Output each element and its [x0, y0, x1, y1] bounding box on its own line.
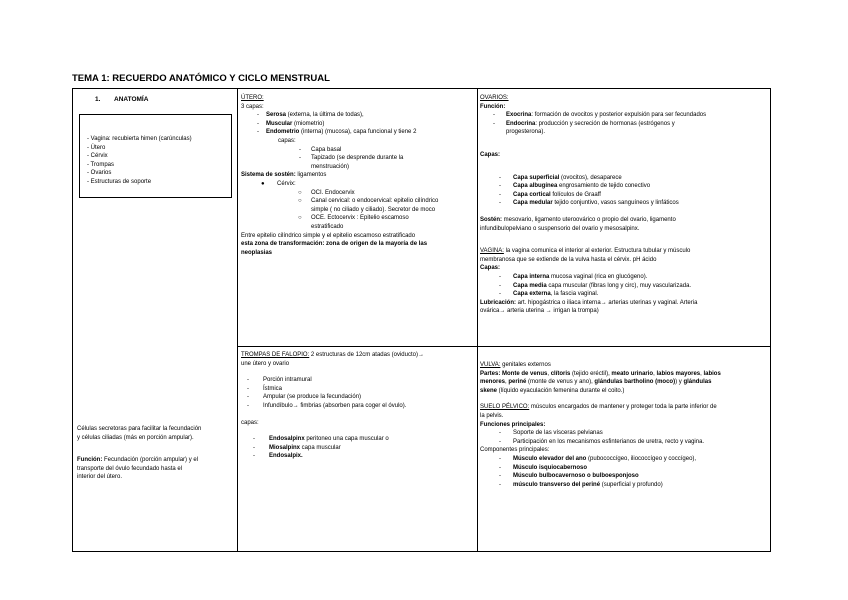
list-item: ○ OCI. Endocervix	[298, 189, 355, 196]
anatomia-title: ANATOMÍA	[114, 96, 149, 103]
list-item: - Útero	[87, 144, 106, 151]
list-item: - Endosalpinx peritoneo una capa muscular o	[253, 436, 389, 443]
list-item: simple ( no ciliado y ciliado). Secretor de moco	[311, 206, 436, 213]
vulva-segment: glándulas	[683, 379, 712, 386]
list-item: - Ístmica	[247, 385, 283, 392]
vagina-text: membranosa que se extiende de la vulva hasta el cérvix. pH ácido	[480, 256, 657, 263]
list-item: - Exocrina: formación de ovocitos y posterior expulsión para ser fecundados	[493, 112, 707, 119]
list-item: - Capa interna mucosa vaginal (rica en glucógeno).	[499, 273, 648, 280]
vagina-capas-label: Capas:	[480, 265, 501, 272]
list-item: - Músculo bulbocavernoso o bulboesponjoso	[499, 473, 639, 480]
vulva-segment: menores	[480, 379, 506, 386]
list-item: - Serosa (externa, la última de todas),	[257, 112, 364, 119]
list-item: ○ OCE. Ectocervix : Epitelio escamoso	[298, 215, 409, 222]
vulva-segment: meato urinario	[611, 370, 654, 377]
funcion-line: Fecundación (porción ampular) y el	[102, 457, 199, 464]
ovarios-cell	[480, 94, 770, 316]
content-table	[72, 88, 771, 552]
vulva-segment: labios mayores	[656, 370, 701, 377]
vulva-segment: ,	[653, 370, 657, 377]
list-item: - Capa basal	[299, 146, 342, 153]
list-item: - Ampular (se produce la fecundación)	[247, 394, 362, 401]
utero-capas-intro: 3 capas:	[241, 103, 264, 110]
list-item: menstruación)	[311, 163, 350, 170]
list-item: - Porción intramural	[247, 377, 312, 384]
column-divider	[477, 89, 478, 551]
list-item: - Trompas	[87, 161, 115, 168]
vulva-segment: clítoris	[550, 370, 571, 377]
ovarios-sosten: infundibulopelviano o suspensorio del ovario y mesosalpinx.	[480, 225, 640, 232]
funcion-line: interior del útero.	[77, 474, 123, 481]
funcion-line: transporte del óvulo fecundado hasta el	[77, 465, 183, 472]
list-item: - Infundíbulo→ fimbrias (absorben para coger el óvulo).	[247, 402, 407, 409]
list-item: - Vagina: recubierta himen (carúnculas)	[87, 136, 192, 142]
list-item: - Endocrina: producción y secreción de hormonas (estrógenos y	[493, 120, 675, 127]
list-item: - Estructuras de soporte	[87, 178, 152, 185]
document-title: TEMA 1: RECUERDO ANATÓMICO Y CICLO MENSTRUAL	[72, 73, 330, 84]
list-item: - Capa albugínea engrosamiento de tejido conectivo	[499, 183, 651, 190]
list-item: - Cérvix	[87, 153, 108, 160]
vulva-segment: (tejido eréctil),	[570, 370, 612, 377]
list-item: - Músculo elevador del ano (pubococcígeo, iliococcígeo y coccígeo),	[499, 455, 697, 462]
vagina-heading: VAGINA: la vagina comunica el interior al exterior. Estructura tubular y músculo	[480, 248, 691, 255]
union-text: esta zona de transformación: zona de origen de la mayoría de las	[241, 241, 428, 248]
vulva-segment: glándulas bartholino (moco)	[594, 379, 676, 386]
anatomia-cell	[73, 89, 237, 553]
vulva-segment: (monte de venus y ano),	[526, 379, 595, 386]
list-item: - Capa externa, la fascia vaginal.	[499, 291, 599, 298]
list-item: - Soporte de las vísceras pelvianas	[499, 430, 603, 437]
suelo-funciones-label: Funciones principales:	[480, 421, 546, 428]
anatomia-box	[79, 114, 232, 198]
trompas-capas-label: capas:	[241, 419, 259, 426]
list-item: - Capa superficial (ovocitos), desaparece	[499, 174, 622, 181]
celulas-text: y células ciliadas (más en porción ampular).	[77, 434, 194, 441]
vulva-partes: Partes: Monte de venus, clítoris (tejido eréctil), meato urinario, labios mayores, labios	[480, 370, 721, 377]
vulva-partes	[480, 378, 770, 387]
list-item: - músculo transverso del periné (superficial y profundo)	[499, 481, 663, 488]
ovarios-heading: OVARIOS:	[480, 95, 509, 101]
vulva-partes	[480, 387, 770, 396]
list-item: - Endometrio (interna) (mucosa), capa funcional y tiene 2	[257, 129, 417, 136]
utero-cell	[241, 94, 473, 257]
anatomia-notes	[77, 425, 201, 482]
celulas-text: Células secretoras para facilitar la fecundación	[77, 426, 202, 432]
vulva-cell	[480, 361, 770, 489]
list-item: - Capa medular tejido conjuntivo, vasos sanguíneos y linfáticos	[499, 200, 679, 207]
vulva-segment: (líquido eyaculación femenina durante el coito.)	[497, 387, 625, 394]
ovarios-funcion-label: Función:	[480, 103, 506, 110]
list-item: - Participación en los mecanismos esfinterianos de uretra, recto y vagina.	[499, 438, 705, 445]
vulva-segment: ,	[505, 379, 509, 386]
list-item: progesterona).	[506, 129, 546, 136]
trompas-cell	[241, 351, 473, 461]
suelo-heading: SUELO PÉLVICO: músculos encargados de mantener y proteger toda la parte inferior de	[480, 404, 717, 411]
list-item: - Tapizado (se desprende durante la	[299, 155, 404, 162]
list-item: - Muscular (miometrio)	[257, 120, 325, 127]
vagina-lubricacion: Lubricación: art. hipogástrica o iliaca interna→ arterias uterinas y vaginal. Arteria	[480, 299, 698, 306]
ovarios-sosten: Sostén: mesovario, ligamento uteroovárico o propio del ovario, ligamento	[480, 216, 676, 223]
list-item: capas:	[278, 137, 296, 144]
union-text: neoplasias	[241, 249, 273, 256]
list-item: - Capa media capa muscular (fibras long y circ), muy vascularizada.	[499, 282, 692, 289]
utero-heading: ÚTERO:	[241, 95, 264, 101]
list-item: - Endosalpix.	[253, 453, 303, 460]
vulva-segment: ,	[700, 370, 704, 377]
list-item: - Ovarios	[87, 170, 112, 177]
anatomia-number: 1.	[95, 96, 101, 103]
suelo-componentes-label: Componentes principales:	[480, 447, 550, 454]
ovarios-capas-label: Capas:	[480, 151, 501, 158]
list-item: - Músculo isquiocabernoso	[499, 464, 588, 471]
trompas-heading: TROMPAS DE FALOPIO: 2 estructuras de 12cm atadas (oviducto)→	[241, 352, 424, 358]
vulva-heading: VULVA: genitales externos	[480, 362, 551, 368]
vulva-segment: skene	[480, 387, 498, 394]
vulva-segment: ) y	[675, 379, 684, 386]
list-item: estratificado	[311, 223, 344, 230]
vulva-segment: labios	[703, 370, 721, 377]
cervix-label: ● Cérvix:	[261, 180, 296, 187]
utero-sosten: Sistema de sostén: ligamentos	[241, 172, 327, 179]
trompas-intro: une útero y ovario	[241, 360, 290, 367]
row-divider	[237, 346, 770, 347]
list-item: - Capa cortical folículos de Graaff	[499, 191, 601, 198]
suelo-text: la pelvis.	[480, 412, 504, 419]
funcion-text	[77, 456, 201, 465]
union-text: Entre epitelio cilíndrico simple y el epitelio escamoso estratificado	[241, 232, 416, 239]
funcion-label: Función:	[77, 457, 103, 464]
list-item: ○ Canal cervical: o endocervical: epitelio cilíndrico	[298, 198, 439, 205]
column-divider	[237, 89, 238, 551]
vulva-segment: ,	[547, 370, 551, 377]
vagina-lubricacion: ovárica→ arteria uterina → irrigan la trompa)	[480, 308, 599, 315]
vulva-segment: Monte de venus	[500, 370, 548, 377]
list-item: - Miosalpinx capa muscular	[253, 444, 341, 451]
vulva-segment: periné	[508, 379, 527, 386]
